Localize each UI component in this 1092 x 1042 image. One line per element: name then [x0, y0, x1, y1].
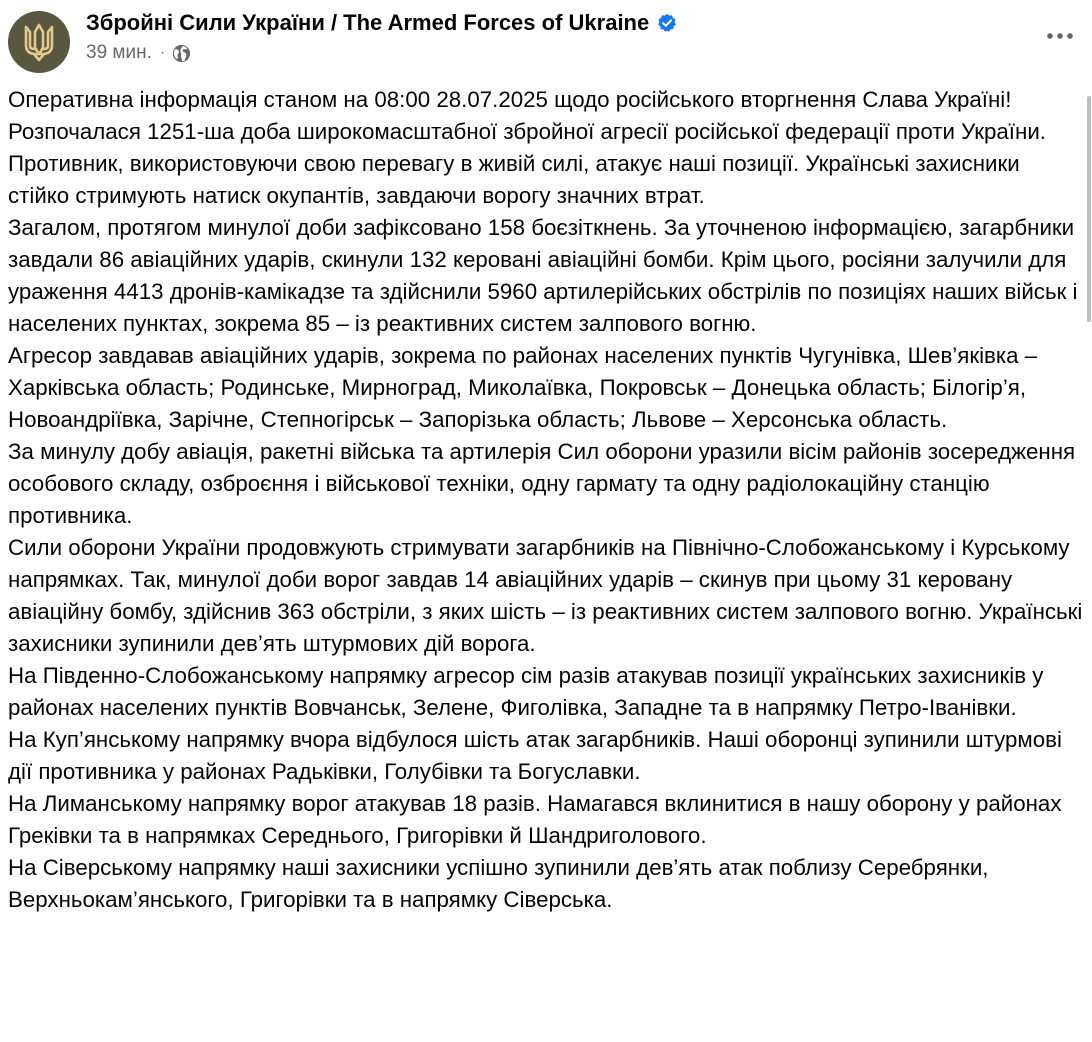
post-paragraph: Сили оборони України продовжують стримувати загарбників на Північно-Слобожанському і Курському напрямках. Так, минулої доби ворог завдав 14 авіаційних ударів – скинув при цьому 31 керовану авіаційну бомбу, здійснив 363 обстріли, з яких шість – із реактивних систем залпового вогню. Українські захисники зупинили дев’ять штурмових дій ворога.: [8, 535, 1083, 656]
meta-separator: ·: [159, 44, 166, 61]
avatar[interactable]: [8, 11, 70, 73]
post-text: [8, 84, 1086, 916]
post-paragraph: На Сіверському напрямку наші захисники успішно зупинили дев’ять атак поблизу Серебрянки, Верхньокам’янського, Григорівки та в напрямку Сіверська.: [8, 855, 989, 912]
post-paragraph: Розпочалася 1251-ша доба широкомасштабної збройної агресії російської федерації проти України. Противник, використовуючи свою перевагу в живій силі, атакує наші позиції. Українські захисники стійко стримують натиск окупантів, завдаючи ворогу значних втрат.: [8, 119, 1046, 208]
post-timestamp-link[interactable]: 39 мин.: [86, 42, 152, 63]
post-paragraph: Оперативна інформація станом на 08:00 28.07.2025 щодо російського вторгнення Слава Україні!: [8, 87, 1012, 112]
author-name-link[interactable]: Збройні Сили України / The Armed Forces of Ukraine: [86, 10, 650, 35]
post-paragraph: На Південно-Слобожанському напрямку агресор сім разів атакував позиції українських захисників у районах населених пунктів Вовчанськ, Зелене, Фиголівка, Западне та в напрямку Петро-Іванівки.: [8, 663, 1044, 720]
post-meta: [86, 40, 191, 66]
post-paragraph: На Куп’янському напрямку вчора відбулося шість атак загарбників. Наші оборонці зупинили штурмові дії противника у районах Радьківки, Голубівки та Богуславки.: [8, 727, 1062, 784]
scrollbar[interactable]: [1086, 0, 1092, 1042]
post-paragraph: За минулу добу авіація, ракетні війська та артилерія Сил оборони уразили вісім районів зосередження особового складу, озброєння і військової техніки, одну гармату та одну радіолокаційну станцію противника.: [8, 439, 1076, 528]
post-paragraph: На Лиманському напрямку ворог атакував 18 разів. Намагався вклинитися в нашу оборону у районах Греківки та в напрямках Середнього, Григорівки й Шандриголового.: [8, 791, 1062, 848]
trident-emblem-icon: [8, 11, 70, 73]
more-options-button[interactable]: [1040, 22, 1080, 50]
post-paragraph: Загалом, протягом минулої доби зафіксовано 158 боєзіткнень. За уточненою інформацією, загарбники завдали 86 авіаційних ударів, скинули 132 керовані авіаційні бомби. Крім цього, росіяни залучили для ураження 4413 дронів-камікадзе та здійснили 5960 артилерійських обстрілів по позиціях наших військ і населених пунктах, зокрема 85 – із реактивних систем залпового вогню.: [8, 215, 1078, 336]
verified-badge-icon: [657, 13, 677, 33]
post-header: [0, 0, 1092, 80]
author-line: [86, 8, 677, 38]
globe-icon[interactable]: [172, 44, 191, 63]
more-horizontal-icon: [1046, 32, 1074, 40]
scrollbar-thumb[interactable]: [1087, 96, 1091, 322]
post-paragraph: Агресор завдавав авіаційних ударів, зокрема по районах населених пунктів Чугунівка, Шев’яківка – Харківська область; Родинське, Мирноград, Миколаївка, Покровськ – Донецька область; Білогір’я, Новоандріївка, Зарічне, Степногірськ – Запорізька область; Львове – Херсонська область.: [8, 343, 1038, 432]
